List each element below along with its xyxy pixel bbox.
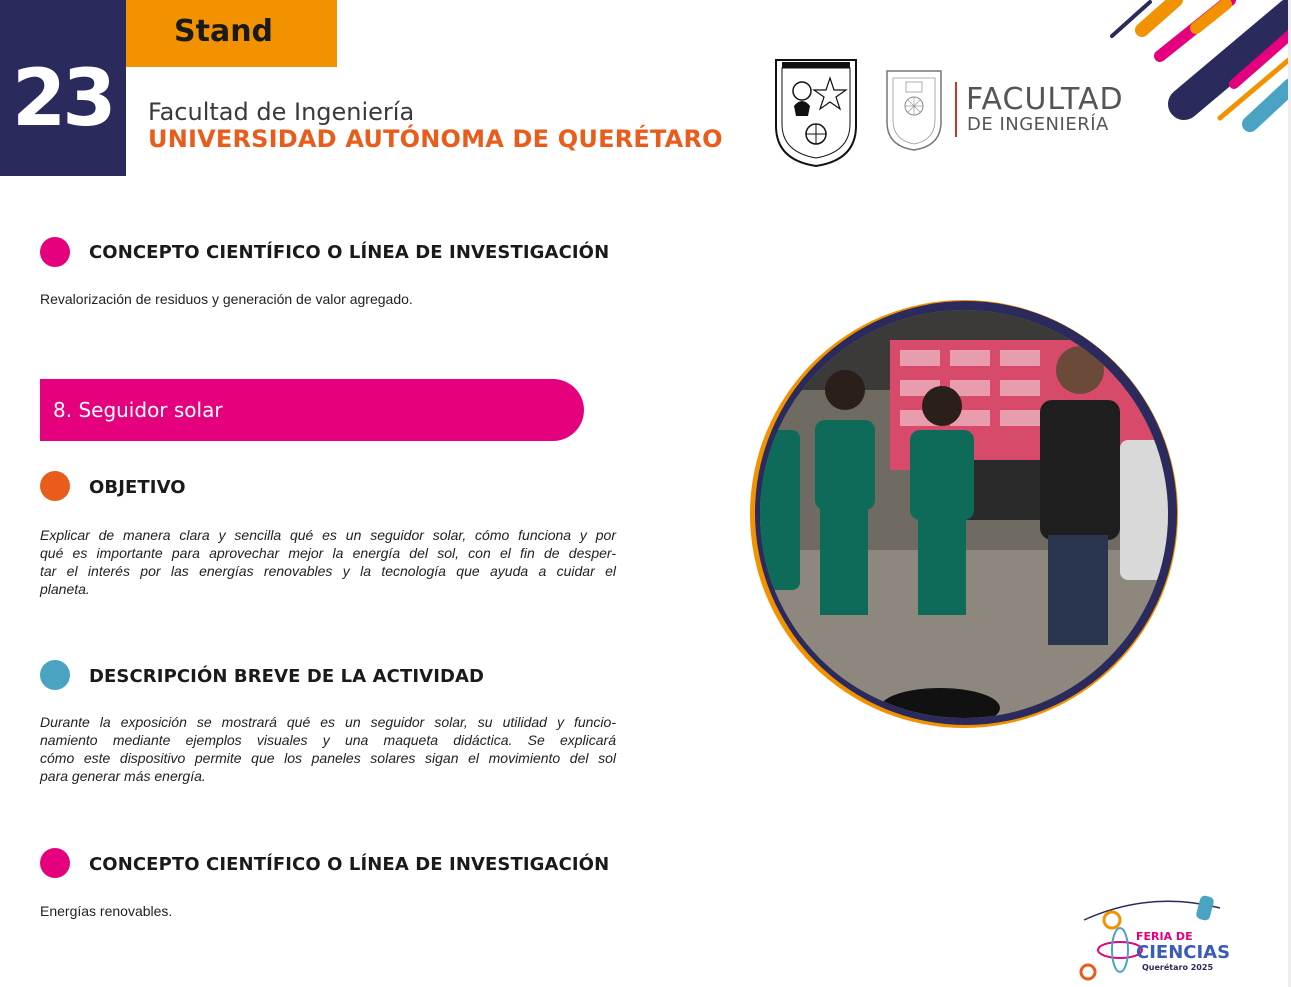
concept-text-2: Energías renovables. xyxy=(40,903,173,919)
section-bullet xyxy=(40,660,70,690)
university-name: UNIVERSIDAD AUTÓNOMA DE QUERÉTARO xyxy=(148,125,723,153)
fair-logo-line1: FERIA DE xyxy=(1136,930,1193,943)
stand-label-box xyxy=(126,0,337,67)
section-bullet xyxy=(40,471,70,501)
concept-heading-1: CONCEPTO CIENTÍFICO O LÍNEA DE INVESTIGACIÓN xyxy=(89,242,610,263)
text-line: namiento mediante ejemplos visuales y una maqueta didáctica. Se explicará xyxy=(40,732,616,748)
text-line: planeta. xyxy=(40,581,90,597)
text-line: Explicar de manera clara y sencilla qué es un seguidor solar, cómo funciona y por xyxy=(40,527,616,543)
stand-photo-illustration xyxy=(760,310,1168,718)
description-text xyxy=(40,713,616,785)
fair-logo-line2: CIENCIAS xyxy=(1136,942,1231,963)
text-line: Durante la exposición se mostrará qué es un seguidor solar, su utilidad y funcio- xyxy=(40,714,616,730)
stand-label: Stand xyxy=(174,14,274,49)
stand-photo xyxy=(760,310,1168,718)
text-line: cómo este dispositivo permite que los paneles solares sigan el movimiento del sol xyxy=(40,750,616,766)
activity-banner xyxy=(40,379,584,441)
text-line: para generar más energía. xyxy=(40,768,206,784)
uaq-crest-logo xyxy=(772,56,860,170)
faculty-logo-subtitle: DE INGENIERÍA xyxy=(967,114,1109,135)
concept-heading-2: CONCEPTO CIENTÍFICO O LÍNEA DE INVESTIGACIÓN xyxy=(89,854,610,875)
stand-number: 23 xyxy=(12,54,113,144)
stand-number-box xyxy=(0,0,126,176)
decorative-stripes xyxy=(1100,0,1291,140)
objective-heading: OBJETIVO xyxy=(89,477,186,498)
text-line: tar el interés por las energías renovables y la tecnología que ayuda a cuidar el xyxy=(40,563,616,579)
faculty-seal-logo xyxy=(884,68,944,152)
section-bullet xyxy=(40,848,70,878)
concept-text-1: Revalorización de residuos y generación de valor agregado. xyxy=(40,291,413,307)
activity-title: 8. Seguidor solar xyxy=(53,398,223,422)
description-heading: DESCRIPCIÓN BREVE DE LA ACTIVIDAD xyxy=(89,666,485,687)
objective-text xyxy=(40,526,616,598)
logo-divider xyxy=(955,82,957,137)
faculty-logo-title: FACULTAD xyxy=(966,82,1124,117)
feria-de-ciencias-logo xyxy=(1070,890,1250,986)
fair-logo-line3: Querétaro 2025 xyxy=(1142,963,1214,972)
text-line: qué es importante para aprovechar mejor la energía del sol, con el fin de desper- xyxy=(40,545,616,561)
section-bullet xyxy=(40,237,70,267)
faculty-name: Facultad de Ingeniería xyxy=(148,98,415,126)
